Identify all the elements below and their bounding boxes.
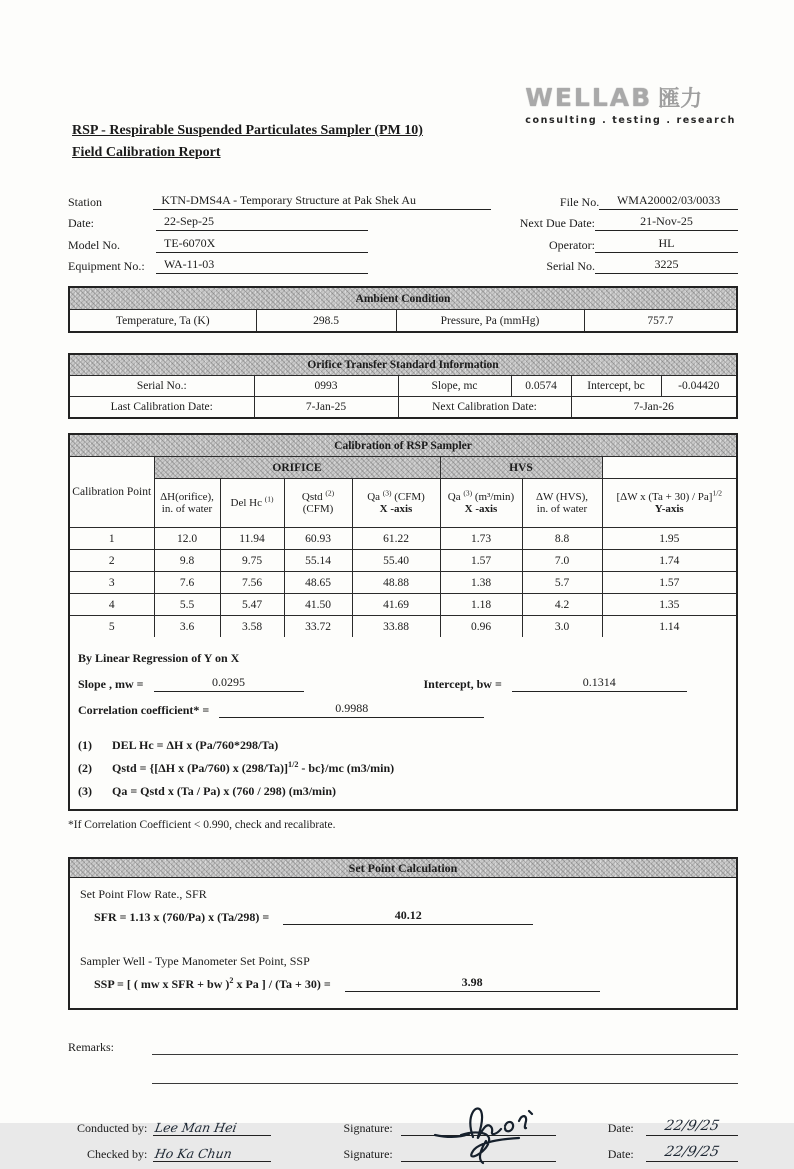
ots-slope-value-cell: 0.0574 [511, 376, 571, 397]
calibration-row-3 [70, 572, 736, 594]
cal-cell: 11.94 [220, 528, 284, 550]
conducted-by-label: Conducted by: [77, 1121, 148, 1135]
serial-no-value: 3225 [595, 257, 738, 274]
temperature-label-cell: Temperature, Ta (K) [69, 310, 256, 333]
ots-serial-value-cell: 0993 [254, 376, 398, 397]
intercept-bw-value: 0.1314 [512, 675, 687, 692]
station-value: KTN-DMS4A - Temporary Structure at Pak Shek Au [153, 193, 490, 210]
page-header [68, 0, 738, 126]
date-line-2 [646, 1144, 738, 1162]
qstd-header: Qstd $^{(2)}$ (CFM) [284, 479, 352, 528]
slope-mw-label: Slope , mw = [78, 677, 144, 691]
cal-cell: 5.5 [154, 594, 220, 616]
report-title-line1: RSP - Respirable Suspended Particulates Sampler (PM 10) [72, 123, 423, 138]
equipment-no-label: Equipment No.: [68, 259, 145, 273]
remarks-block [68, 1040, 738, 1084]
ambient-condition-table [68, 286, 738, 333]
serial-no-label: Serial No. [546, 259, 595, 273]
brand-tagline: consulting . testing . research [525, 115, 736, 126]
ambient-table-title: Ambient Condition [69, 287, 737, 310]
checked-row [68, 1136, 738, 1162]
cal-cell: 1.74 [602, 550, 736, 572]
report-title-line2: Field Calibration Report [72, 145, 221, 160]
calibration-row-2 [70, 550, 736, 572]
sfr-heading: Set Point Flow Rate., SFR [80, 887, 207, 901]
info-row [68, 188, 738, 210]
report-info-block [68, 188, 738, 274]
signature-label-2: Signature: [343, 1147, 393, 1161]
footnote-2: (2) Qstd = {[ΔH x (Pa/760) x (298/Ta)]$^{1/2}$ - bc}/mc (m3/min) [78, 760, 395, 775]
calibration-table [70, 435, 736, 637]
ots-intercept-value-cell: -0.04420 [661, 376, 737, 397]
ots-serial-label-cell: Serial No.: [69, 376, 254, 397]
cal-cell: 1.14 [602, 616, 736, 638]
calibration-point-header: Calibration Point [70, 457, 154, 528]
orifice-group-header: ORIFICE [154, 457, 440, 479]
ots-lastcal-value-cell: 7-Jan-25 [254, 397, 398, 419]
remarks-label: Remarks: [68, 1040, 114, 1054]
dh-orifice-header: ΔH(orifice), in. of water [154, 479, 220, 528]
next-due-value: 21-Nov-25 [595, 214, 738, 231]
cal-cell: 3.6 [154, 616, 220, 638]
info-row [68, 210, 738, 232]
checked-name-line [153, 1145, 271, 1162]
conducted-name-line [153, 1119, 271, 1136]
cal-cell: 48.65 [284, 572, 352, 594]
formula-footnotes [70, 722, 736, 809]
cal-cell: 48.88 [352, 572, 440, 594]
set-point-title: Set Point Calculation [70, 859, 736, 878]
remarks-line-2 [152, 1055, 738, 1084]
cal-cell: 8.8 [522, 528, 602, 550]
model-no-label: Model No. [68, 237, 120, 252]
ssp-formula: SSP = [ ( mw x SFR + bw )$^2$ x Pa ] / (Ta + 30) = [94, 976, 331, 991]
conducted-date-handwriting: 22/9/25 [663, 1118, 721, 1134]
signature-line-2 [401, 1145, 556, 1162]
cal-cell: 5.47 [220, 594, 284, 616]
correlation-coefficient-value: 0.9988 [219, 701, 484, 718]
qa-cfm-header: Qa $^{(3)}$ (CFM) X -axis [352, 479, 440, 528]
cal-cell: 7.6 [154, 572, 220, 594]
cal-cell: 3.0 [522, 616, 602, 638]
cal-cell: 7.56 [220, 572, 284, 594]
linear-regression-block [70, 637, 736, 722]
equipment-no-value: WA-11-03 [156, 257, 368, 274]
intercept-bw-label: Intercept, bw = [423, 677, 502, 691]
station-label: Station [68, 194, 103, 209]
recalibrate-note: *If Correlation Coefficient < 0.990, check and recalibrate. [68, 819, 336, 831]
cal-cell: 61.22 [352, 528, 440, 550]
cal-cell: 33.72 [284, 616, 352, 638]
orifice-table-title: Orifice Transfer Standard Information [69, 354, 737, 376]
signature-label-1: Signature: [343, 1121, 393, 1135]
ssp-value: 3.98 [345, 975, 600, 992]
footnote-1: (1) DEL Hc = ΔH x (Pa/760*298/Ta) [78, 738, 279, 752]
cal-cell: 1.38 [440, 572, 522, 594]
cal-cell: 1.57 [440, 550, 522, 572]
date-label: Date: [68, 216, 94, 230]
qa-m3-header: Qa $^{(3)}$ (m³/min) X -axis [440, 479, 522, 528]
pressure-label-cell: Pressure, Pa (mmHg) [396, 310, 584, 333]
remarks-line-1 [152, 1040, 738, 1055]
hvs-group-header: HVS [440, 457, 602, 479]
calibration-row-5 [70, 616, 736, 638]
cal-cell: 41.50 [284, 594, 352, 616]
cal-cell: 1.18 [440, 594, 522, 616]
cal-cell: 1.95 [602, 528, 736, 550]
checked-by-label: Checked by: [87, 1147, 148, 1161]
checked-date-handwriting: 22/9/25 [663, 1144, 721, 1160]
cal-cell: 4 [70, 594, 154, 616]
cal-cell: 1.35 [602, 594, 736, 616]
footnote-3: (3) Qa = Qstd x (Ta / Pa) x (760 / 298) (m3/min) [78, 784, 337, 798]
cal-cell: 7.0 [522, 550, 602, 572]
cal-cell: 41.69 [352, 594, 440, 616]
cal-cell: 9.75 [220, 550, 284, 572]
slope-mw-value: 0.0295 [154, 675, 304, 692]
cal-cell: 55.40 [352, 550, 440, 572]
cal-cell: 5 [70, 616, 154, 638]
checked-name-handwriting: Ho Ka Chun [154, 1146, 234, 1161]
signoff-block [68, 1110, 738, 1162]
calibration-row-4 [70, 594, 736, 616]
cal-cell: 1.73 [440, 528, 522, 550]
info-row [68, 253, 738, 275]
file-no-value: WMA20002/03/0033 [599, 193, 738, 210]
del-hc-header: Del Hc $^{(1)}$ [220, 479, 284, 528]
date-label-2: Date: [607, 1147, 634, 1161]
dw-hvs-header: ΔW (HVS), in. of water [522, 479, 602, 528]
pressure-value-cell: 757.7 [584, 310, 737, 333]
regression-heading: By Linear Regression of Y on X [78, 651, 240, 665]
file-no-label: File No. [559, 194, 600, 209]
cal-cell: 0.96 [440, 616, 522, 638]
sfr-value: 40.12 [283, 908, 533, 925]
ots-nextcal-value-cell: 7-Jan-26 [571, 397, 737, 419]
ots-intercept-label-cell: Intercept, bc [571, 376, 661, 397]
cal-cell: 1 [70, 528, 154, 550]
date-line-1 [646, 1118, 738, 1136]
ots-slope-label-cell: Slope, mc [398, 376, 511, 397]
calibration-table-title: Calibration of RSP Sampler [70, 435, 736, 457]
correlation-coefficient-label: Correlation coefficient* = [78, 703, 210, 717]
ssp-heading: Sampler Well - Type Manometer Set Point, SSP [80, 954, 310, 968]
cal-cell: 33.88 [352, 616, 440, 638]
y-axis-header: [ΔW x (Ta + 30) / Pa]$^{1/2}$ Y-axis [602, 479, 736, 528]
ots-nextcal-label-cell: Next Calibration Date: [398, 397, 571, 419]
ots-lastcal-label-cell: Last Calibration Date: [69, 397, 254, 419]
cal-cell: 9.8 [154, 550, 220, 572]
orifice-standard-table [68, 353, 738, 419]
conducted-name-handwriting: Lee Man Hei [154, 1120, 239, 1135]
calibration-row-1 [70, 528, 736, 550]
cal-cell: 4.2 [522, 594, 602, 616]
cal-cell: 2 [70, 550, 154, 572]
set-point-section [68, 857, 738, 1010]
cal-cell: 5.7 [522, 572, 602, 594]
brand-cjk-mark: 匯力 [658, 87, 703, 112]
info-row [68, 231, 738, 253]
cal-cell: 1.57 [602, 572, 736, 594]
next-due-label: Next Due Date: [519, 216, 595, 230]
model-no-value: TE-6070X [156, 236, 368, 253]
cal-cell: 3 [70, 572, 154, 594]
operator-label: Operator: [549, 237, 595, 252]
cal-cell: 55.14 [284, 550, 352, 572]
cal-cell: 12.0 [154, 528, 220, 550]
date-label-1: Date: [607, 1121, 634, 1135]
cal-cell: 60.93 [284, 528, 352, 550]
sfr-formula: SFR = 1.13 x (760/Pa) x (Ta/298) = [94, 910, 270, 924]
temperature-value-cell: 298.5 [256, 310, 396, 333]
cal-cell: 3.58 [220, 616, 284, 638]
brand-wordmark: WELLAB [525, 83, 653, 112]
wellab-logo [525, 82, 736, 126]
calibration-section [68, 433, 738, 811]
conducted-row [68, 1110, 738, 1136]
date-value: 22-Sep-25 [156, 214, 368, 231]
checked-signature-scribble [431, 1129, 541, 1169]
operator-value: HL [595, 236, 738, 253]
